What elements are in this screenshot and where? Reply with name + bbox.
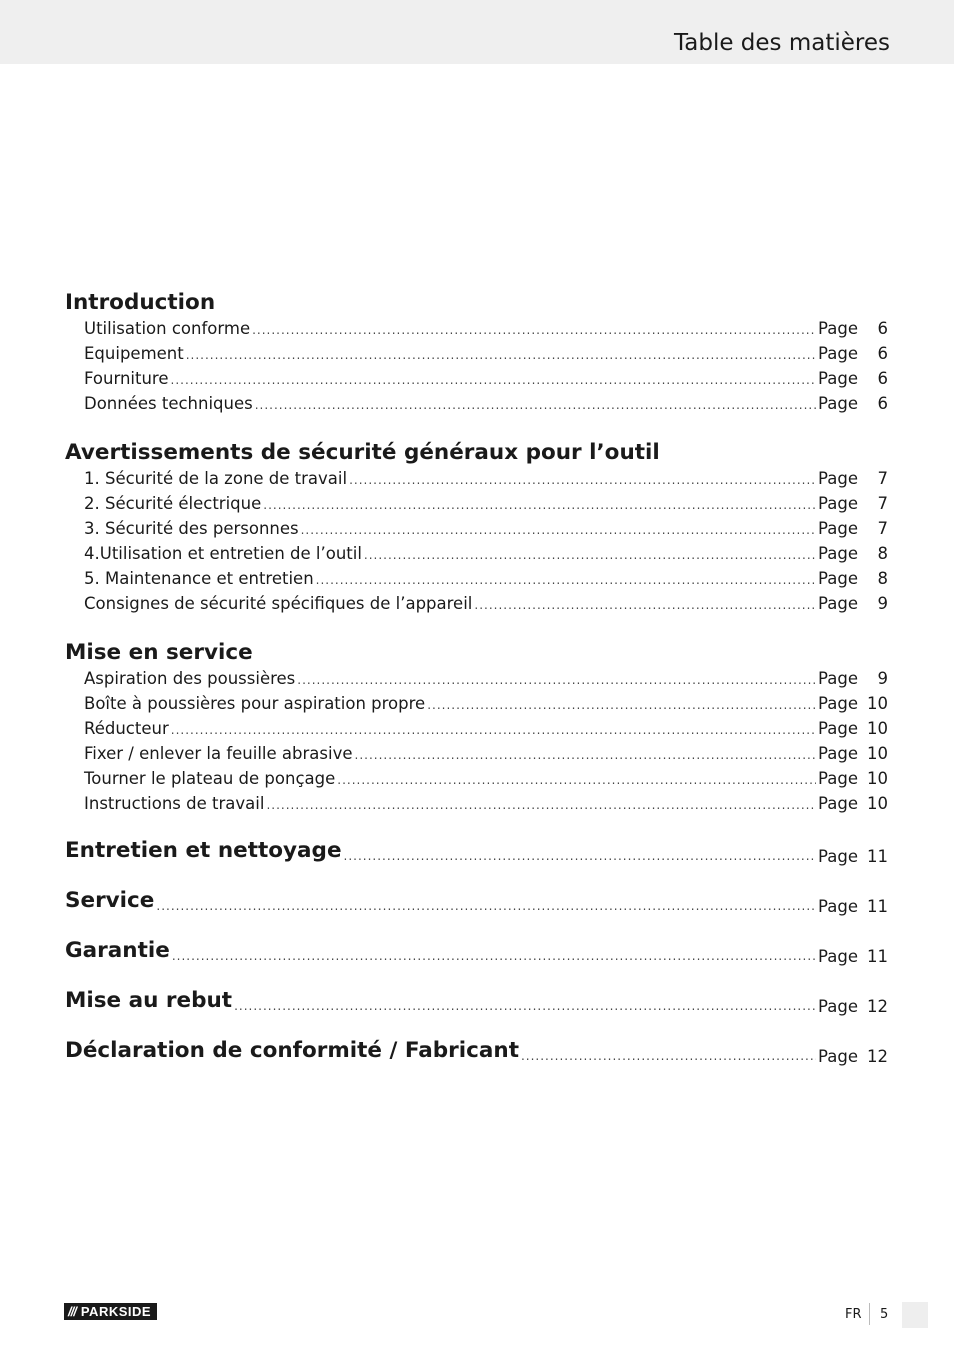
section-title-commissioning: Mise en service xyxy=(65,640,253,665)
toc-main-entry-label: Service xyxy=(65,888,155,913)
toc-page-number: 12 xyxy=(867,997,888,1016)
toc-entry-label: 3. Sécurité des personnes xyxy=(84,519,299,538)
toc-entry-label: Fourniture xyxy=(84,369,169,388)
toc-main-entry-label: Déclaration de conformité / Fabricant xyxy=(65,1038,519,1063)
toc-page-number: 10 xyxy=(867,744,888,763)
dot-leader xyxy=(266,798,816,812)
toc-page-number: 11 xyxy=(867,947,888,966)
toc-page-number: 11 xyxy=(867,897,888,916)
dot-leader xyxy=(263,498,816,512)
dot-leader xyxy=(355,748,817,762)
toc-main-entry-label: Garantie xyxy=(65,938,170,963)
toc-entry[interactable] xyxy=(84,319,888,341)
dot-leader xyxy=(252,323,816,337)
toc-entry[interactable] xyxy=(84,794,888,816)
page-number: 5 xyxy=(880,1307,889,1322)
toc-page-word: Page xyxy=(818,897,858,916)
toc-page-number: 7 xyxy=(877,494,888,513)
section-title-introduction: Introduction xyxy=(65,290,216,315)
dot-leader xyxy=(297,673,816,687)
toc-entry[interactable] xyxy=(84,719,888,741)
toc-page-number: 7 xyxy=(877,469,888,488)
toc-entry[interactable] xyxy=(84,469,888,491)
toc-page-word: Page xyxy=(818,519,858,538)
dot-leader xyxy=(234,999,816,1013)
brand-slashes: /// xyxy=(68,1304,76,1319)
toc-page-word: Page xyxy=(818,719,858,738)
toc-entry-label: 5. Maintenance et entretien xyxy=(84,569,314,588)
toc-page-word: Page xyxy=(818,594,858,613)
toc-main-entry-maintenance[interactable] xyxy=(65,838,888,868)
toc-page-number: 11 xyxy=(867,847,888,866)
toc-page-word: Page xyxy=(818,1047,858,1066)
toc-entry-label: Boîte à poussières pour aspiration propre xyxy=(84,694,426,713)
toc-page-number: 10 xyxy=(867,769,888,788)
toc-main-entry-label: Entretien et nettoyage xyxy=(65,838,342,863)
toc-page-word: Page xyxy=(818,494,858,513)
toc-page-word: Page xyxy=(818,769,858,788)
dot-leader xyxy=(186,348,816,362)
toc-entry-label: Aspiration des poussières xyxy=(84,669,296,688)
toc-entry[interactable] xyxy=(84,669,888,691)
toc-page-number: 6 xyxy=(877,394,888,413)
toc-entry[interactable] xyxy=(84,369,888,391)
brand-name: PARKSIDE xyxy=(80,1304,152,1319)
toc-page-number: 8 xyxy=(877,544,888,563)
toc-main-entry-disposal[interactable] xyxy=(65,988,888,1018)
toc-entry[interactable] xyxy=(84,744,888,766)
toc-entry[interactable] xyxy=(84,344,888,366)
footer-tab-marker xyxy=(902,1302,928,1328)
toc-entry-label: Tourner le plateau de ponçage xyxy=(84,769,336,788)
toc-page-number: 10 xyxy=(867,719,888,738)
toc-page-word: Page xyxy=(818,319,858,338)
toc-entry[interactable] xyxy=(84,569,888,591)
toc-entry[interactable] xyxy=(84,519,888,541)
toc-page-word: Page xyxy=(818,369,858,388)
dot-leader xyxy=(172,949,816,963)
toc-page-word: Page xyxy=(818,469,858,488)
section-title-safety-warnings: Avertissements de sécurité généraux pour l’outil xyxy=(65,440,660,465)
dot-leader xyxy=(156,899,816,913)
toc-main-entry-service[interactable] xyxy=(65,888,888,918)
toc-page-number: 9 xyxy=(877,669,888,688)
brand-logo xyxy=(64,1303,157,1320)
toc-entry[interactable] xyxy=(84,494,888,516)
dot-leader xyxy=(301,523,816,537)
toc-page-word: Page xyxy=(818,544,858,563)
footer-divider xyxy=(869,1303,870,1325)
toc-entry-label: Consignes de sécurité spécifiques de l’appareil xyxy=(84,594,473,613)
language-code: FR xyxy=(845,1307,862,1322)
dot-leader xyxy=(255,398,816,412)
toc-page-word: Page xyxy=(818,394,858,413)
toc-entry[interactable] xyxy=(84,694,888,716)
toc-page-number: 8 xyxy=(877,569,888,588)
dot-leader xyxy=(316,573,816,587)
toc-page-number: 6 xyxy=(877,369,888,388)
toc-entry-label: 4.Utilisation et entretien de l’outil xyxy=(84,544,362,563)
dot-leader xyxy=(427,698,816,712)
toc-page-number: 6 xyxy=(877,344,888,363)
page-title: Table des matières xyxy=(674,30,890,56)
toc-entry-label: Equipement xyxy=(84,344,184,363)
toc-page-word: Page xyxy=(818,569,858,588)
toc-entry[interactable] xyxy=(84,394,888,416)
toc-entry[interactable] xyxy=(84,594,888,616)
toc-page-word: Page xyxy=(818,847,858,866)
toc-page-word: Page xyxy=(818,744,858,763)
toc-entry-label: Utilisation conforme xyxy=(84,319,251,338)
toc-page-word: Page xyxy=(818,694,858,713)
dot-leader xyxy=(171,723,816,737)
toc-entry[interactable] xyxy=(84,769,888,791)
toc-entry-label: Données techniques xyxy=(84,394,253,413)
dot-leader xyxy=(344,849,817,863)
dot-leader xyxy=(349,473,816,487)
toc-entry-label: 1. Sécurité de la zone de travail xyxy=(84,469,348,488)
dot-leader xyxy=(337,773,816,787)
toc-page-number: 9 xyxy=(877,594,888,613)
dot-leader xyxy=(474,598,816,612)
toc-page-number: 10 xyxy=(867,694,888,713)
dot-leader xyxy=(521,1049,816,1063)
toc-page-number: 7 xyxy=(877,519,888,538)
dot-leader xyxy=(364,548,816,562)
toc-page-word: Page xyxy=(818,669,858,688)
toc-page-word: Page xyxy=(818,794,858,813)
toc-entry-label: Réducteur xyxy=(84,719,169,738)
dot-leader xyxy=(171,373,817,387)
toc-page-number: 10 xyxy=(867,794,888,813)
toc-entry-label: 2. Sécurité électrique xyxy=(84,494,262,513)
toc-page-word: Page xyxy=(818,344,858,363)
toc-page-number: 6 xyxy=(877,319,888,338)
toc-page-number: 12 xyxy=(867,1047,888,1066)
toc-main-entry-declaration[interactable] xyxy=(65,1038,888,1068)
toc-page-word: Page xyxy=(818,997,858,1016)
toc-main-entry-label: Mise au rebut xyxy=(65,988,233,1013)
toc-page-word: Page xyxy=(818,947,858,966)
toc-entry-label: Fixer / enlever la feuille abrasive xyxy=(84,744,353,763)
toc-main-entry-warranty[interactable] xyxy=(65,938,888,968)
toc-entry[interactable] xyxy=(84,544,888,566)
toc-entry-label: Instructions de travail xyxy=(84,794,265,813)
